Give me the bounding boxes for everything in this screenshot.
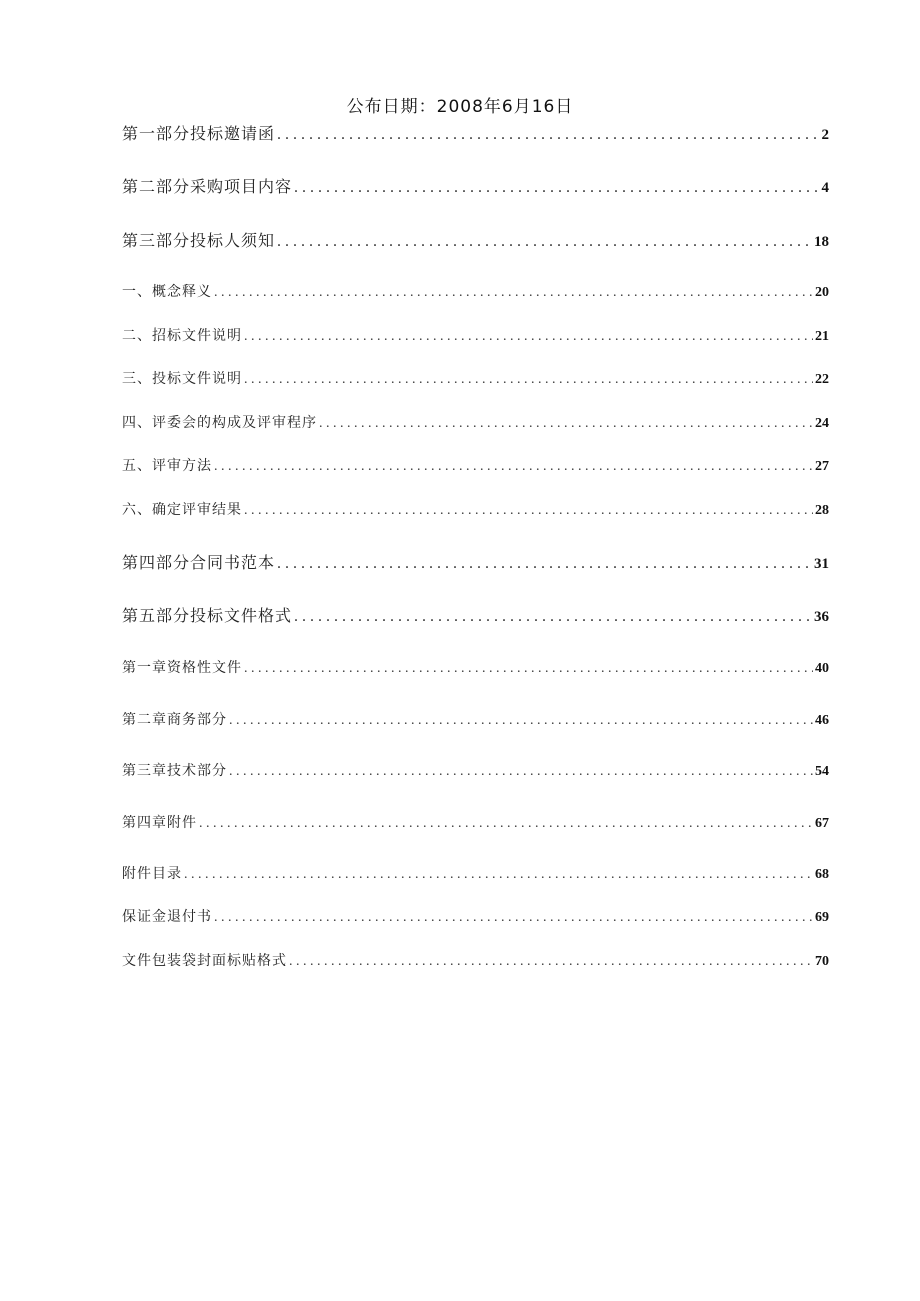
- toc-entry-page: 54: [815, 764, 829, 779]
- dot-leader: [214, 459, 813, 475]
- publish-date-title: 公布日期：2008年6月16日: [346, 97, 574, 117]
- toc-entry-label: 保证金退付书: [122, 909, 212, 925]
- toc-entry[interactable]: [122, 499, 829, 519]
- dot-leader: [229, 764, 813, 780]
- toc-entry-label: 附件目录: [122, 866, 182, 882]
- toc-entry[interactable]: [122, 455, 829, 475]
- toc-entry-page: 21: [815, 329, 829, 344]
- toc-entry[interactable]: [122, 174, 829, 197]
- dot-leader: [277, 233, 812, 251]
- toc-entry[interactable]: [122, 281, 829, 301]
- dot-leader: [229, 713, 813, 729]
- toc-entry-label: 第三章技术部分: [122, 763, 227, 779]
- toc-entry-page: 46: [815, 713, 829, 728]
- toc-entry-label: 文件包装袋封面标贴格式: [122, 953, 287, 969]
- toc-entry-label: 六、确定评审结果: [122, 502, 242, 518]
- toc-entry[interactable]: [122, 906, 829, 926]
- toc-entry-page: 4: [821, 180, 829, 196]
- toc-entry-page: 70: [815, 954, 829, 969]
- toc-entry-page: 28: [815, 503, 829, 518]
- dot-leader: [294, 179, 819, 197]
- toc-entry[interactable]: [122, 950, 829, 970]
- dot-leader: [244, 503, 813, 519]
- toc-entry-page: 18: [814, 234, 829, 250]
- toc-entry-page: 36: [814, 609, 829, 625]
- toc-entry[interactable]: [122, 863, 829, 883]
- toc-entry-label: 第五部分投标文件格式: [122, 606, 293, 625]
- toc-entry[interactable]: [122, 709, 829, 729]
- toc-entry[interactable]: [122, 812, 829, 832]
- dot-leader: [277, 126, 819, 144]
- toc-entry-page: 24: [815, 416, 829, 431]
- toc-entry-page: 20: [815, 285, 829, 300]
- toc-entry-label: 五、评审方法: [122, 458, 212, 474]
- toc-entry-page: 31: [814, 556, 829, 572]
- toc-entry-page: 2: [821, 127, 829, 143]
- dot-leader: [294, 608, 812, 626]
- toc-entry[interactable]: [122, 550, 829, 573]
- dot-leader: [214, 285, 813, 301]
- toc-entry-label: 四、评委会的构成及评审程序: [122, 415, 317, 431]
- toc-entry-label: 第一部分投标邀请函: [122, 124, 276, 143]
- dot-leader: [244, 372, 813, 388]
- dot-leader: [244, 661, 813, 677]
- dot-leader: [199, 816, 813, 832]
- toc-entry-label: 第二章商务部分: [122, 712, 227, 728]
- toc-entry-page: 67: [815, 816, 829, 831]
- toc-entry[interactable]: [122, 228, 829, 251]
- toc-entry-label: 第三部分投标人须知: [122, 231, 276, 250]
- dot-leader: [319, 416, 813, 432]
- toc-entry-label: 一、概念释义: [122, 284, 212, 300]
- toc-entry-label: 第二部分采购项目内容: [122, 177, 293, 196]
- dot-leader: [184, 867, 813, 883]
- toc-entry-page: 68: [815, 867, 829, 882]
- toc-entry[interactable]: [122, 325, 829, 345]
- dot-leader: [277, 555, 812, 573]
- dot-leader: [244, 329, 813, 345]
- toc-entry-page: 27: [815, 459, 829, 474]
- toc-entry[interactable]: [122, 121, 829, 144]
- toc-entry-label: 第四部分合同书范本: [122, 553, 276, 572]
- toc-entry-label: 第四章附件: [122, 815, 197, 831]
- toc-entry[interactable]: [122, 368, 829, 388]
- toc-entry-page: 40: [815, 661, 829, 676]
- toc-entry-page: 22: [815, 372, 829, 387]
- toc-entry[interactable]: [122, 657, 829, 677]
- toc-entry-label: 第一章资格性文件: [122, 660, 242, 676]
- toc-entry[interactable]: [122, 603, 829, 626]
- toc-entry-label: 三、投标文件说明: [122, 371, 242, 387]
- toc-entry[interactable]: [122, 760, 829, 780]
- toc-entry-label: 二、招标文件说明: [122, 328, 242, 344]
- dot-leader: [289, 954, 813, 970]
- dot-leader: [214, 910, 813, 926]
- toc-entry-page: 69: [815, 910, 829, 925]
- toc-entry[interactable]: [122, 412, 829, 432]
